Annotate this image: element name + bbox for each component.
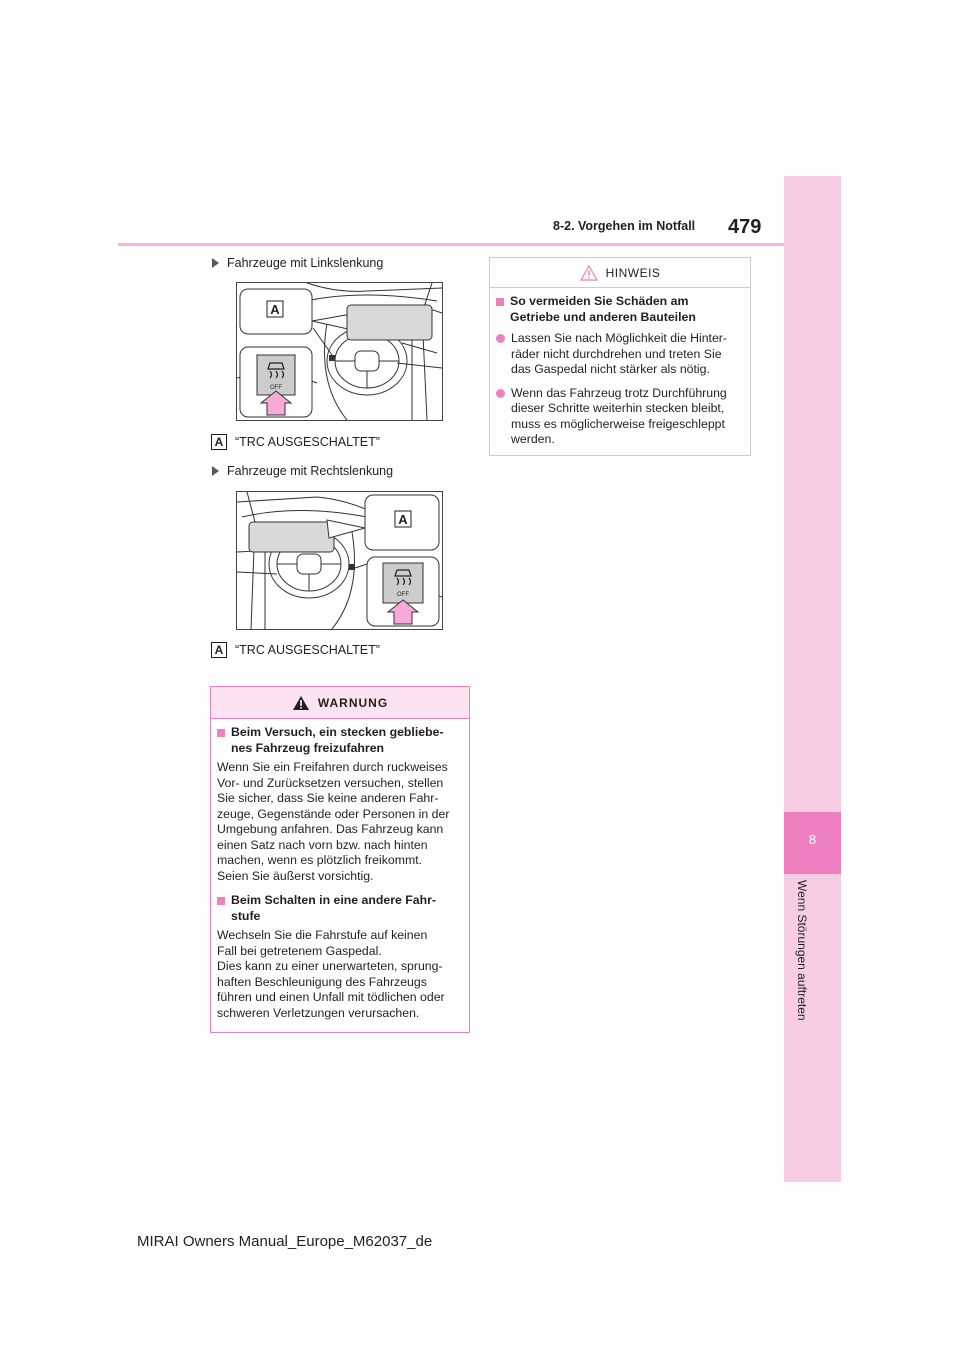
lhd-dashboard-illustration xyxy=(237,283,442,420)
lhd-callout-label: A xyxy=(270,302,280,317)
callout-a-marker: A xyxy=(211,642,227,658)
notice-point-2: Wenn das Fahrzeug trotz Durchführung dieser Schritte weiterhin stecken bleibt, muss es möglicherweise freigeschleppt werden. xyxy=(511,385,727,446)
circle-bullet-icon xyxy=(496,389,505,398)
header-rule xyxy=(118,243,784,246)
warning-box xyxy=(210,686,470,1033)
warning-heading-1: Beim Versuch, ein stecken gebliebe- nes Fahrzeug freizufahren xyxy=(231,725,444,755)
warning-header xyxy=(211,687,469,719)
rhd-dashboard-illustration xyxy=(237,492,442,629)
rhd-off-text: OFF xyxy=(397,592,409,598)
notice-heading-row xyxy=(496,294,744,325)
triangle-bullet-icon xyxy=(212,466,219,476)
warning-text-1: Wenn Sie ein Freifahren durch ruckweises Vor- und Zurücksetzen versuchen, stellen Sie sicher, dass Sie keine anderen Fahr- zeuge, Gegenstände oder Personen in der Umgebung anfahren. Das Fahrzeug kann einen Satz nach vorn bzw. nach hinten machen, wenn es plötzlich freikommt. Seien Sie äußerst vorsichtig. xyxy=(217,760,450,883)
chapter-number: 8 xyxy=(808,832,817,847)
warning-triangle-icon xyxy=(292,695,310,711)
chapter-title: Wenn Störungen auftreten xyxy=(795,880,809,1021)
warning-heading-1-row xyxy=(217,725,463,756)
lhd-label: Fahrzeuge mit Linkslenkung xyxy=(227,256,384,270)
notice-box xyxy=(489,257,751,456)
notice-point-1-row xyxy=(496,331,744,378)
triangle-bullet-icon xyxy=(212,258,219,268)
callout-a-marker: A xyxy=(211,434,227,450)
rhd-dashboard-figure xyxy=(236,491,443,630)
square-bullet-icon xyxy=(217,897,225,905)
notice-heading: So vermeiden Sie Schäden am Getriebe und anderen Bauteilen xyxy=(510,294,696,324)
notice-point-2-row xyxy=(496,386,744,448)
rhd-label-row xyxy=(212,464,393,478)
lhd-label-row xyxy=(212,256,383,270)
footer-manual-id: MIRAI Owners Manual_Europe_M62037_de xyxy=(137,1233,433,1250)
notice-point-1: Lassen Sie nach Möglichkeit die Hinter- räder nicht durchdrehen und treten Sie das Gaspedal nicht stärker als nötig. xyxy=(511,331,727,376)
notice-triangle-icon xyxy=(580,265,598,281)
page-number: 479 xyxy=(728,216,762,238)
rhd-caption: “TRC AUSGESCHALTET” xyxy=(235,643,380,657)
square-bullet-icon xyxy=(217,729,225,737)
notice-header xyxy=(490,258,750,288)
lhd-dashboard-figure xyxy=(236,282,443,421)
warning-heading-2-row xyxy=(217,893,463,924)
lhd-caption: “TRC AUSGESCHALTET” xyxy=(235,435,380,449)
circle-bullet-icon xyxy=(496,334,505,343)
warning-text-2: Wechseln Sie die Fahrstufe auf keinen Fall bei getretenem Gaspedal. Dies kann zu einer unerwarteten, sprung- haften Beschleunigung des Fahrzeugs führen und einen Unfall mit tödlichen oder schweren Verletzungen verursachen. xyxy=(217,928,445,1020)
square-bullet-icon xyxy=(496,298,504,306)
section-title: 8-2. Vorgehen im Notfall xyxy=(553,219,696,233)
warning-title: WARNUNG xyxy=(317,695,389,710)
rhd-label: Fahrzeuge mit Rechtslenkung xyxy=(227,464,394,478)
rhd-caption-row xyxy=(211,642,380,658)
notice-title: HINWEIS xyxy=(605,265,661,280)
lhd-off-text: OFF xyxy=(270,385,282,391)
warning-heading-2: Beim Schalten in eine andere Fahr- stufe xyxy=(231,893,437,923)
lhd-caption-row xyxy=(211,434,380,450)
rhd-callout-label: A xyxy=(398,512,408,527)
